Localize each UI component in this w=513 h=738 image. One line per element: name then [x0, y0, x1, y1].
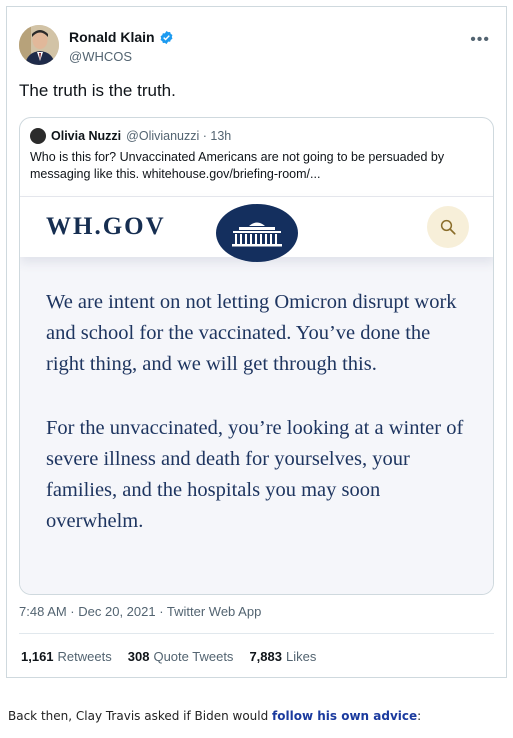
retweets-label: Retweets — [57, 649, 112, 664]
wh-paragraph-1: We are intent on not letting Omicron disrupt work and school for the vaccinated. You’ve done the right thing, and we will get through this. — [46, 291, 457, 375]
tweet-stats — [21, 649, 316, 664]
quoted-author-name: Olivia Nuzzi — [51, 129, 122, 143]
quote-tweets-stat[interactable] — [128, 649, 234, 664]
white-house-seal-icon — [216, 204, 298, 262]
retweets-stat[interactable] — [21, 649, 112, 664]
quote-tweets-count: 308 — [127, 649, 150, 664]
wh-statement — [46, 287, 471, 537]
quoted-tweet[interactable] — [19, 117, 494, 595]
retweets-count: 1,161 — [21, 649, 54, 664]
quoted-tweet-text: Who is this for? Unvaccinated Americans are not going to be persuaded by messaging like this. whitehouse.gov/briefing-room/... — [30, 150, 445, 181]
quoted-tweet-image[interactable] — [20, 196, 494, 595]
embedded-tweet — [6, 6, 507, 678]
tweet-text: The truth is the truth. — [19, 81, 176, 100]
avatar-photo — [19, 25, 59, 65]
quoted-author-avatar — [30, 128, 46, 144]
caption-suffix: : — [417, 709, 422, 723]
tweet-header — [19, 19, 494, 69]
author-name[interactable]: Ronald Klain — [69, 29, 155, 45]
quoted-author-meta: @Olivianuzzi · 13h — [126, 129, 232, 143]
follow-his-own-advice-link[interactable]: follow his own advice — [272, 709, 418, 723]
likes-stat[interactable] — [249, 649, 316, 664]
verified-badge-icon — [159, 30, 174, 45]
quoted-tweet-header — [30, 128, 231, 144]
search-icon — [427, 206, 469, 248]
wh-logo-text: WH.GOV — [46, 213, 166, 240]
wh-paragraph-2: For the unvaccinated, you’re looking at a winter of severe illness and death for yourselves, your families, and the hospitals you may soon overwhelm. — [46, 417, 464, 532]
avatar[interactable] — [19, 25, 59, 65]
quote-tweets-label: Quote Tweets — [153, 649, 234, 664]
caption-prefix: Back then, Clay Travis asked if Biden would — [8, 709, 273, 723]
article-caption — [8, 709, 421, 723]
author-name-row[interactable] — [69, 29, 174, 45]
author-handle[interactable]: @WHCOS — [69, 49, 133, 64]
more-horizontal-icon[interactable]: ••• — [470, 31, 490, 48]
tweet-timestamp[interactable]: 7:48 AM · Dec 20, 2021 · Twitter Web App — [19, 604, 262, 619]
divider — [19, 633, 494, 634]
likes-label: Likes — [285, 649, 317, 664]
likes-count: 7,883 — [249, 649, 282, 664]
